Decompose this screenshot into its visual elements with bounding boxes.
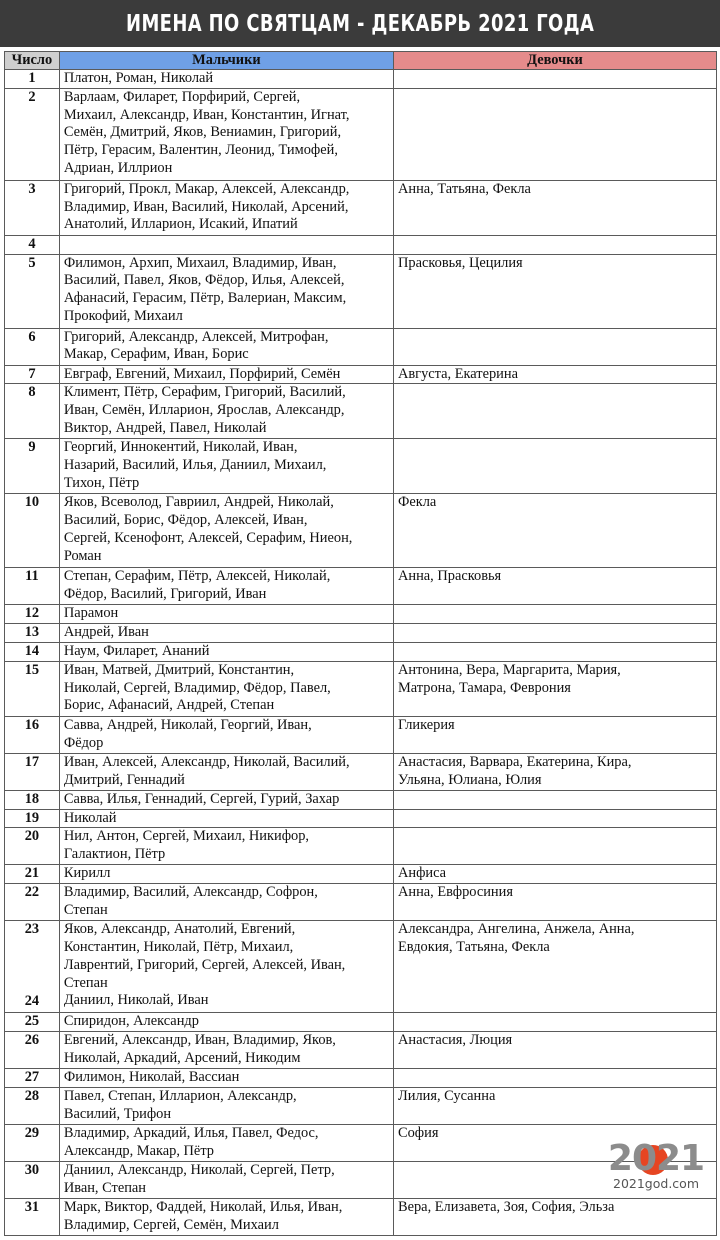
- girls-names-line: Антонина, Вера, Маргарита, Мария,: [398, 661, 621, 678]
- day-number: 1: [28, 70, 36, 86]
- table-row: [5, 790, 717, 809]
- boys-names-line: Владимир, Аркадий, Илья, Павел, Федос,: [63, 1124, 319, 1141]
- boys-names-line: Степан: [63, 974, 108, 991]
- girls-names-cell: [394, 1013, 717, 1032]
- day-number: 24: [24, 993, 40, 1010]
- day-cell: [5, 865, 60, 884]
- boys-names-line: Филимон, Николай, Вассиан: [63, 1068, 240, 1085]
- boys-names-line: Нил, Антон, Сергей, Михаил, Никифор,: [63, 828, 310, 845]
- day-number: 17: [24, 753, 40, 770]
- girls-names-cell: [394, 1031, 717, 1068]
- header-girls: Девочки: [394, 52, 717, 70]
- boys-names-cell: [59, 1068, 393, 1087]
- day-cell: [5, 439, 60, 494]
- boys-names-line: Борис, Афанасий, Андрей, Степан: [63, 697, 275, 714]
- girls-names-line: Анна, Евфросиния: [398, 884, 513, 901]
- table-row: [5, 921, 717, 1013]
- boys-names-line: Василий, Борис, Фёдор, Алексей, Иван,: [63, 512, 308, 529]
- table-row: [5, 605, 717, 624]
- girls-names-cell: [394, 921, 717, 1013]
- boys-names-line: Степан: [63, 901, 108, 918]
- boys-names-cell: [59, 1031, 393, 1068]
- table-row: [5, 235, 717, 254]
- day-cell: [5, 921, 60, 1013]
- day-cell: [5, 828, 60, 865]
- boys-names-line: Лаврентий, Григорий, Сергей, Алексей, Иван,: [63, 956, 346, 973]
- title-banner: [0, 0, 720, 47]
- boys-names-line: Иван, Степан: [63, 1179, 146, 1196]
- table-row: [5, 439, 717, 494]
- boys-names-line: Владимир, Сергей, Семён, Михаил: [63, 1216, 279, 1233]
- girls-names-cell: [394, 1087, 717, 1124]
- boys-names-line: Евграф, Евгений, Михаил, Порфирий, Семён: [63, 365, 341, 382]
- table-row: [5, 568, 717, 605]
- table-body: [5, 70, 717, 1236]
- table-row: [5, 1068, 717, 1087]
- table-row: [5, 753, 717, 790]
- girls-names-line: Анна, Прасковья: [398, 568, 502, 585]
- girls-names-line: Августа, Екатерина: [398, 365, 518, 382]
- girls-names-cell: [394, 235, 717, 254]
- table-row: [5, 1013, 717, 1032]
- boys-names-line: Назарий, Василий, Илья, Даниил, Михаил,: [63, 457, 327, 474]
- girls-names-cell: [394, 624, 717, 643]
- boys-names-cell: [59, 235, 393, 254]
- table-row: [5, 661, 717, 716]
- day-number: 8: [28, 384, 36, 401]
- boys-names-line: Григорий, Прокл, Макар, Алексей, Александр,: [63, 180, 350, 197]
- day-cell: [5, 753, 60, 790]
- boys-names-line: Николай, Аркадий, Арсений, Никодим: [63, 1049, 301, 1066]
- day-cell: [5, 365, 60, 384]
- boys-names-cell: [59, 661, 393, 716]
- girls-names-cell: [394, 661, 717, 716]
- boys-names-line: Фёдор: [63, 734, 104, 751]
- day-number: 30: [24, 1161, 40, 1178]
- table-header-row: [5, 52, 717, 70]
- table-row: [5, 642, 717, 661]
- boys-names-line: Адриан, Иллрион: [63, 159, 173, 176]
- boys-names-cell: [59, 70, 393, 89]
- girls-names-line: Ульяна, Юлиана, Юлия: [398, 771, 542, 788]
- boys-names-line: Марк, Виктор, Фаддей, Николай, Илья, Иван,: [63, 1198, 343, 1215]
- girls-names-cell: [394, 809, 717, 828]
- boys-names-cell: [59, 865, 393, 884]
- girls-names-cell: [394, 716, 717, 753]
- boys-names-cell: [59, 568, 393, 605]
- table-row: [5, 624, 717, 643]
- boys-names-line: Наум, Филарет, Ананий: [63, 642, 210, 659]
- day-cell: [5, 1087, 60, 1124]
- girls-names-cell: [394, 70, 717, 89]
- boys-names-line: Роман: [63, 547, 102, 564]
- boys-names-cell: [59, 328, 393, 365]
- boys-names-cell: [59, 494, 393, 568]
- boys-names-line: Николай: [63, 809, 117, 826]
- day-cell: [5, 624, 60, 643]
- girls-names-line: Лилия, Сусанна: [398, 1087, 496, 1104]
- girls-names-cell: [394, 828, 717, 865]
- table-row: [5, 716, 717, 753]
- boys-names-cell: [59, 921, 393, 1013]
- day-number: 4: [28, 235, 36, 252]
- day-number: 19: [24, 809, 40, 826]
- day-cell: [5, 568, 60, 605]
- boys-names-cell: [59, 180, 393, 235]
- boys-names-line: Иван, Семён, Илларион, Ярослав, Александр,: [63, 402, 345, 419]
- girls-names-line: Анна, Татьяна, Фекла: [398, 180, 531, 197]
- girls-names-line: Анастасия, Варвара, Екатерина, Кира,: [398, 753, 632, 770]
- day-number: 23: [24, 921, 40, 938]
- boys-names-cell: [59, 365, 393, 384]
- boys-names-line: Павел, Степан, Илларион, Александр,: [63, 1087, 297, 1104]
- boys-names-line: Анатолий, Илларион, Исакий, Ипатий: [63, 216, 298, 233]
- day-cell: [5, 1013, 60, 1032]
- day-cell: [5, 661, 60, 716]
- day-cell: [5, 70, 60, 89]
- boys-names-cell: [59, 88, 393, 180]
- girls-names-cell: [394, 568, 717, 605]
- day-number: 26: [24, 1031, 40, 1048]
- day-number: 9: [28, 439, 36, 456]
- day-number: 14: [24, 642, 40, 659]
- boys-names-line: Григорий, Александр, Алексей, Митрофан,: [63, 328, 329, 345]
- boys-names-line: Георгий, Иннокентий, Николай, Иван,: [63, 439, 298, 456]
- boys-names-line: Даниил, Александр, Николай, Сергей, Петр,: [63, 1161, 335, 1178]
- day-number: 13: [24, 624, 40, 641]
- table-row: [5, 70, 717, 89]
- day-number: 11: [25, 568, 39, 585]
- boys-names-line: Семён, Дмитрий, Яков, Вениамин, Григорий,: [63, 124, 342, 141]
- girls-names-cell: [394, 180, 717, 235]
- boys-names-cell: [59, 254, 393, 328]
- day-cell: [5, 384, 60, 439]
- boys-names-line: Варлаам, Филарет, Порфирий, Сергей,: [63, 88, 301, 105]
- table-row: [5, 328, 717, 365]
- girls-names-cell: [394, 1198, 717, 1235]
- boys-names-line: Афанасий, Герасим, Пётр, Валериан, Максим,: [63, 290, 347, 307]
- day-cell: [5, 1161, 60, 1198]
- girls-names-line: Прасковья, Цецилия: [398, 254, 523, 271]
- day-cell: [5, 1198, 60, 1235]
- boys-names-line: Виктор, Андрей, Павел, Николай: [63, 419, 267, 436]
- table-row: [5, 1198, 717, 1235]
- girls-names-line: Анфиса: [398, 865, 447, 882]
- boys-names-line: Пётр, Герасим, Валентин, Леонид, Тимофей,: [63, 142, 338, 159]
- table-row: [5, 865, 717, 884]
- site-logo: [600, 1139, 712, 1195]
- boys-names-cell: [59, 1013, 393, 1032]
- boys-names-cell: [59, 753, 393, 790]
- girls-names-line: София: [398, 1124, 439, 1141]
- girls-names-cell: [394, 88, 717, 180]
- boys-names-cell: [59, 790, 393, 809]
- boys-names-line: Владимир, Иван, Василий, Николай, Арсений,: [63, 198, 349, 215]
- day-cell: [5, 605, 60, 624]
- girls-names-line: Гликерия: [398, 716, 455, 733]
- day-number: 12: [24, 605, 40, 622]
- day-cell: [5, 1124, 60, 1161]
- day-cell: [5, 790, 60, 809]
- table-row: [5, 494, 717, 568]
- boys-names-line: Спиридон, Александр: [63, 1013, 199, 1030]
- boys-names-line: Платон, Роман, Николай: [63, 70, 214, 86]
- boys-names-line: Иван, Алексей, Александр, Николай, Василий,: [63, 753, 350, 770]
- day-cell: [5, 1031, 60, 1068]
- girls-names-cell: [394, 884, 717, 921]
- day-number: 21: [24, 865, 40, 882]
- day-number: 10: [24, 494, 40, 511]
- girls-names-line: Анастасия, Люция: [398, 1031, 513, 1048]
- boys-names-cell: [59, 1087, 393, 1124]
- boys-names-cell: [59, 439, 393, 494]
- boys-names-line: Владимир, Василий, Александр, Софрон,: [63, 884, 318, 901]
- boys-names-cell: [59, 1198, 393, 1235]
- day-number: 20: [24, 828, 40, 845]
- boys-names-line: Михаил, Александр, Иван, Константин, Игнат,: [63, 106, 350, 123]
- boys-names-cell: [59, 605, 393, 624]
- boys-names-line: Евгений, Александр, Иван, Владимир, Яков,: [63, 1031, 336, 1048]
- boys-names-line: Андрей, Иван: [63, 624, 149, 641]
- table-row: [5, 88, 717, 180]
- boys-names-line: Иван, Матвей, Дмитрий, Константин,: [63, 661, 295, 678]
- boys-names-cell: [59, 1161, 393, 1198]
- girls-names-line: Вера, Елизавета, Зоя, София, Эльза: [398, 1198, 615, 1215]
- girls-names-cell: [394, 605, 717, 624]
- boys-names-cell: [59, 884, 393, 921]
- boys-names-line: Яков, Всеволод, Гавриил, Андрей, Николай,: [63, 494, 334, 511]
- day-number: 2: [28, 88, 36, 105]
- boys-names-line: Климент, Пётр, Серафим, Григорий, Василий,: [63, 384, 346, 401]
- girls-names-cell: [394, 439, 717, 494]
- boys-names-line: Савва, Илья, Геннадий, Сергей, Гурий, Захар: [63, 790, 340, 807]
- boys-names-line: Александр, Макар, Пётр: [63, 1142, 214, 1159]
- table-row: [5, 180, 717, 235]
- day-number: 15: [24, 661, 40, 678]
- girls-names-cell: [394, 494, 717, 568]
- page-title: ИМЕНА ПО СВЯТЦАМ - ДЕКАБРЬ 2021 ГОДА: [125, 10, 595, 37]
- day-number: 3: [28, 180, 36, 197]
- day-cell: [5, 642, 60, 661]
- day-cell: [5, 494, 60, 568]
- boys-names-line: Прокофий, Михаил: [63, 307, 183, 324]
- day-number: 25: [24, 1013, 40, 1030]
- logo-site-name: 2021god.com: [613, 1176, 699, 1191]
- boys-names-line: Константин, Николай, Пётр, Михаил,: [63, 938, 294, 955]
- boys-names-line: Даниил, Николай, Иван: [63, 992, 209, 1009]
- girls-names-line: Фекла: [398, 494, 437, 511]
- girls-names-cell: [394, 753, 717, 790]
- table-row: [5, 365, 717, 384]
- day-number: 6: [28, 328, 36, 345]
- boys-names-cell: [59, 1124, 393, 1161]
- boys-names-line: Тихон, Пётр: [63, 474, 140, 491]
- boys-names-line: Яков, Александр, Анатолий, Евгений,: [63, 921, 296, 938]
- girls-names-cell: [394, 328, 717, 365]
- table-row: [5, 1031, 717, 1068]
- boys-names-line: Николай, Сергей, Владимир, Фёдор, Павел,: [63, 679, 331, 696]
- boys-names-line: Фёдор, Василий, Григорий, Иван: [63, 586, 267, 603]
- boys-names-line: Парамон: [63, 605, 119, 622]
- boys-names-line: Василий, Павел, Яков, Фёдор, Илья, Алексей,: [63, 272, 345, 289]
- day-cell: [5, 884, 60, 921]
- day-cell: [5, 328, 60, 365]
- day-number: 31: [24, 1198, 40, 1215]
- girls-names-line: Евдокия, Татьяна, Фекла: [398, 938, 550, 955]
- boys-names-cell: [59, 828, 393, 865]
- logo-year: 2021: [607, 1138, 705, 1179]
- table-row: [5, 1087, 717, 1124]
- boys-names-line: Дмитрий, Геннадий: [63, 771, 185, 788]
- boys-names-line: Кирилл: [63, 865, 111, 882]
- girls-names-cell: [394, 790, 717, 809]
- day-number: 5: [28, 254, 36, 271]
- boys-names-cell: [59, 624, 393, 643]
- day-cell: [5, 254, 60, 328]
- girls-names-line: Александра, Ангелина, Анжела, Анна,: [398, 921, 635, 938]
- girls-names-cell: [394, 365, 717, 384]
- boys-names-line: Василий, Трифон: [63, 1105, 172, 1122]
- table-row: [5, 828, 717, 865]
- table-row: [5, 384, 717, 439]
- day-number: 28: [24, 1087, 40, 1104]
- boys-names-line: Степан, Серафим, Пётр, Алексей, Николай,: [63, 568, 331, 585]
- girls-names-cell: [394, 642, 717, 661]
- day-number: 29: [24, 1124, 40, 1141]
- day-cell: [5, 716, 60, 753]
- names-table: [4, 51, 717, 1236]
- girls-names-cell: [394, 1068, 717, 1087]
- day-number: 16: [24, 716, 40, 733]
- girls-names-cell: [394, 254, 717, 328]
- day-cell: [5, 180, 60, 235]
- boys-names-line: Филимон, Архип, Михаил, Владимир, Иван,: [63, 254, 337, 271]
- table-row: [5, 884, 717, 921]
- table-row: [5, 254, 717, 328]
- day-cell: [5, 88, 60, 180]
- day-cell: [5, 809, 60, 828]
- boys-names-cell: [59, 384, 393, 439]
- girls-names-cell: [394, 384, 717, 439]
- boys-names-line: Галактион, Пётр: [63, 846, 166, 863]
- day-cell: [5, 1068, 60, 1087]
- boys-names-line: Сергей, Ксенофонт, Алексей, Серафим, Ниеон,: [63, 529, 353, 546]
- boys-names-cell: [59, 716, 393, 753]
- day-number: 22: [24, 884, 40, 901]
- day-number: 7: [28, 365, 36, 382]
- day-number: 18: [24, 790, 40, 807]
- boys-names-line: Савва, Андрей, Николай, Георгий, Иван,: [63, 716, 312, 733]
- boys-names-cell: [59, 809, 393, 828]
- day-cell: [5, 235, 60, 254]
- table-row: [5, 809, 717, 828]
- boys-names-line: Макар, Серафим, Иван, Борис: [63, 346, 249, 363]
- girls-names-line: Матрона, Тамара, Феврония: [398, 679, 571, 696]
- header-day: Число: [5, 52, 60, 70]
- day-number: 27: [24, 1068, 40, 1085]
- girls-names-cell: [394, 865, 717, 884]
- header-boys: Мальчики: [59, 52, 393, 70]
- boys-names-cell: [59, 642, 393, 661]
